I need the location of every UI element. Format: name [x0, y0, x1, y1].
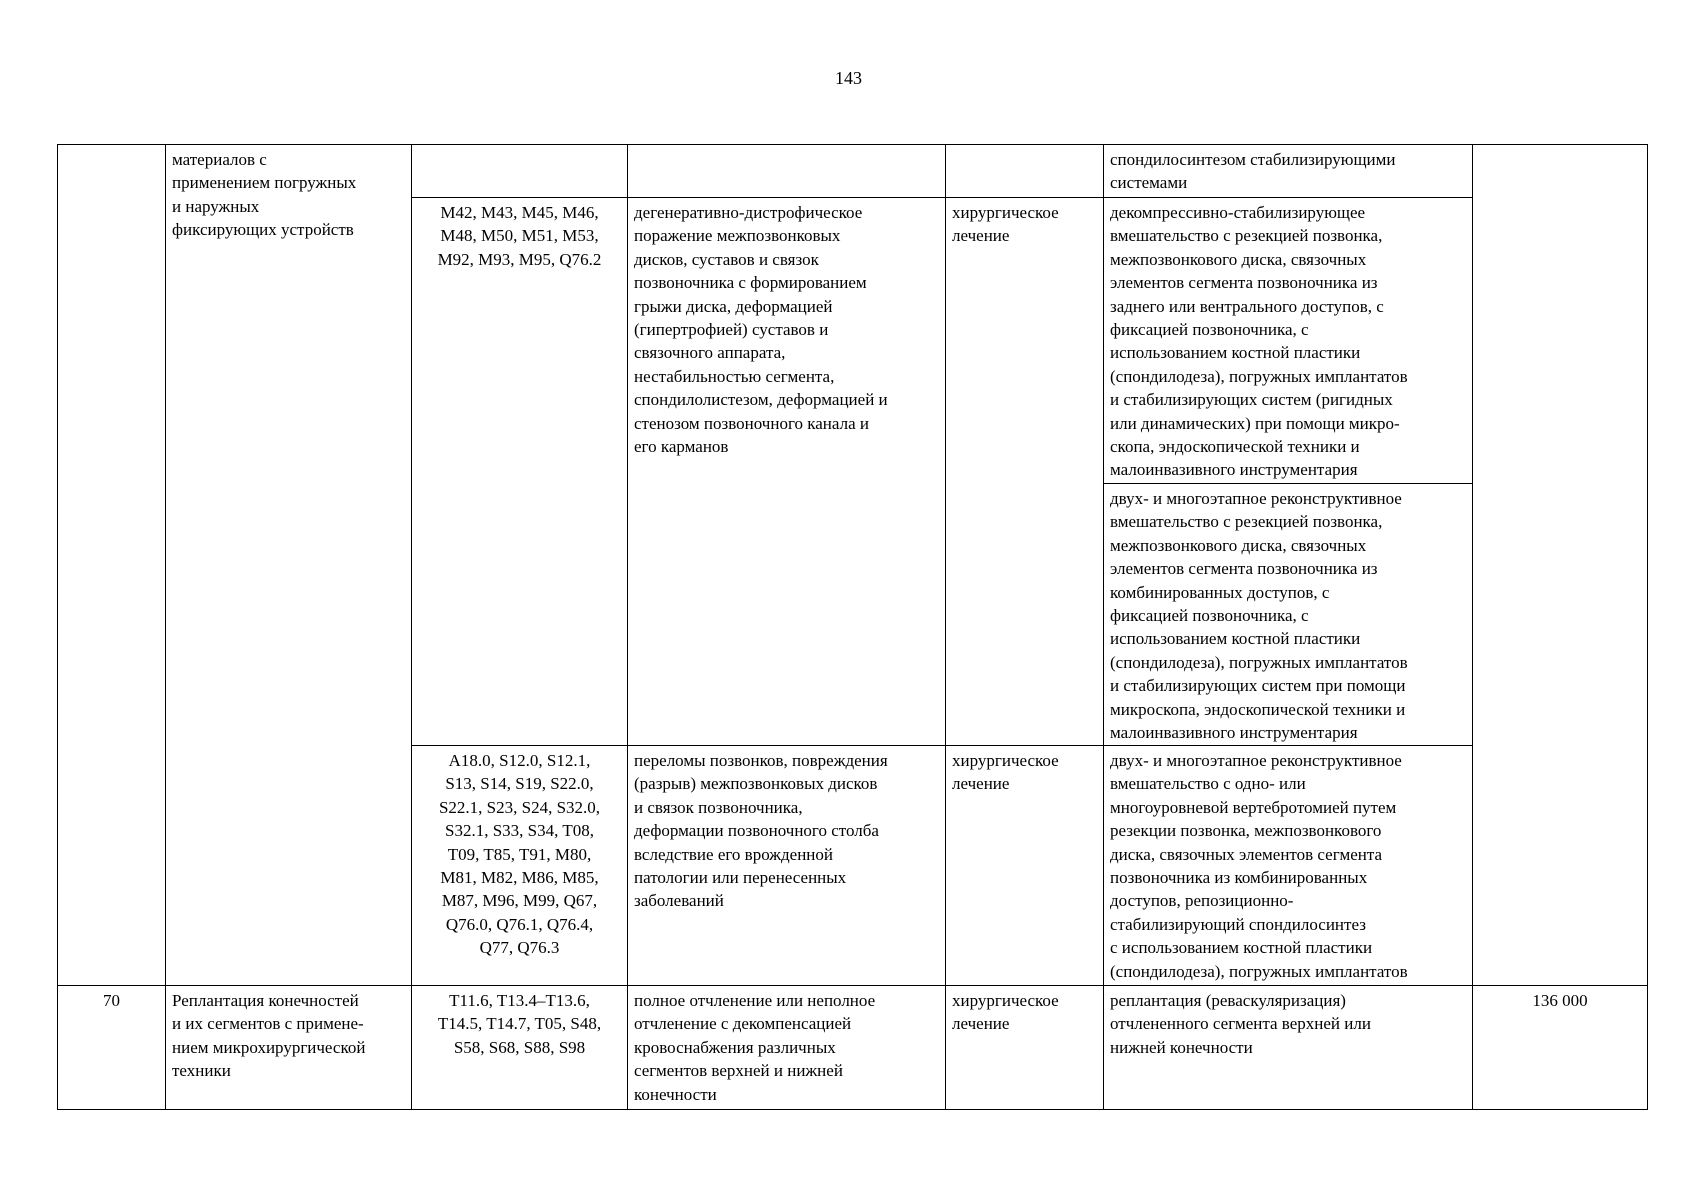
method-cell: двух- и многоэтапное реконструктивное вмешательство с одно- или многоуровневой вертебротомией путем резекции позвонка, межпозвонкового диска, связочных элементов сегмента позвоночника из комбинированных доступов, репозиционно- стабилизирующий спондилосинтез с использованием костной пластики (спондилодеза), погружных имплантатов: [1104, 746, 1473, 986]
treatment-cell: хирургическое лечение: [946, 746, 1104, 986]
diagnosis-cell: переломы позвонков, повреждения (разрыв) межпозвонковых дисков и связок позвоночника, деформации позвоночного столба вследствие его врожденной патологии или перенесенных заболеваний: [628, 746, 946, 986]
codes-cell: A18.0, S12.0, S12.1, S13, S14, S19, S22.0, S22.1, S23, S24, S32.0, S32.1, S33, S34, T08, T09, T85, T91, M80, M81, M82, M86, M85, M87, M96, M99, Q67, Q76.0, Q76.1, Q76.4, Q77, Q76.3: [412, 746, 628, 986]
number-cell-empty: [58, 145, 166, 986]
codes-cell: [412, 145, 628, 198]
treatment-cell: [946, 145, 1104, 198]
method-cell: декомпрессивно-стабилизирующее вмешательство с резекцией позвонка, межпозвонкового диска, связочных элементов сегмента позвоночника из заднего или вентрального доступов, с фиксацией позвоночника, с использованием костной пластики (спондилодеза), погружных имплантатов и стабилизирующих систем (ригидных или динамических) при помощи микро- скопа, эндоскопической техники и малоинвазивного инструментария: [1104, 198, 1473, 484]
method-cell: спондилосинтезом стабилизирующими системами: [1104, 145, 1473, 198]
care-type-cell: Реплантация конечностей и их сегментов с примене- нием микрохирургической техники: [166, 986, 412, 1110]
method-cell: реплантация (реваскуляризация) отчлененного сегмента верхней или нижней конечности: [1104, 986, 1473, 1110]
diagnosis-cell: полное отчленение или неполное отчленение с декомпенсацией кровоснабжения различных сегментов верхней и нижней конечности: [628, 986, 946, 1110]
table-row: [58, 145, 1648, 198]
table-row: [58, 986, 1648, 1110]
codes-cell: T11.6, T13.4–T13.6, T14.5, T14.7, T05, S48, S58, S68, S88, S98: [412, 986, 628, 1110]
number-cell: 70: [58, 986, 166, 1110]
medical-care-table: [57, 144, 1648, 1110]
care-type-cell: материалов с применением погружных и наружных фиксирующих устройств: [166, 145, 412, 986]
diagnosis-cell: дегенеративно-дистрофическое поражение межпозвонковых дисков, суставов и связок позвоночника с формированием грыжи диска, деформацией (гипертрофией) суставов и связочного аппарата, нестабильностью сегмента, спондилолистезом, деформацией и стенозом позвоночного канала и его карманов: [628, 198, 946, 746]
cost-cell: 136 000: [1473, 986, 1648, 1110]
diagnosis-cell: [628, 145, 946, 198]
treatment-cell: хирургическое лечение: [946, 198, 1104, 746]
codes-cell: M42, M43, M45, M46, M48, M50, M51, M53, M92, M93, M95, Q76.2: [412, 198, 628, 746]
method-cell: двух- и многоэтапное реконструктивное вмешательство с резекцией позвонка, межпозвонкового диска, связочных элементов сегмента позвоночника из комбинированных доступов, с фиксацией позвоночника, с использованием костной пластики (спондилодеза), погружных имплантатов и стабилизирующих систем при помощи микроскопа, эндоскопической техники и малоинвазивного инструментария: [1104, 484, 1473, 746]
page-number: 143: [835, 68, 862, 88]
cost-cell-empty: [1473, 145, 1648, 986]
treatment-cell: хирургическое лечение: [946, 986, 1104, 1110]
